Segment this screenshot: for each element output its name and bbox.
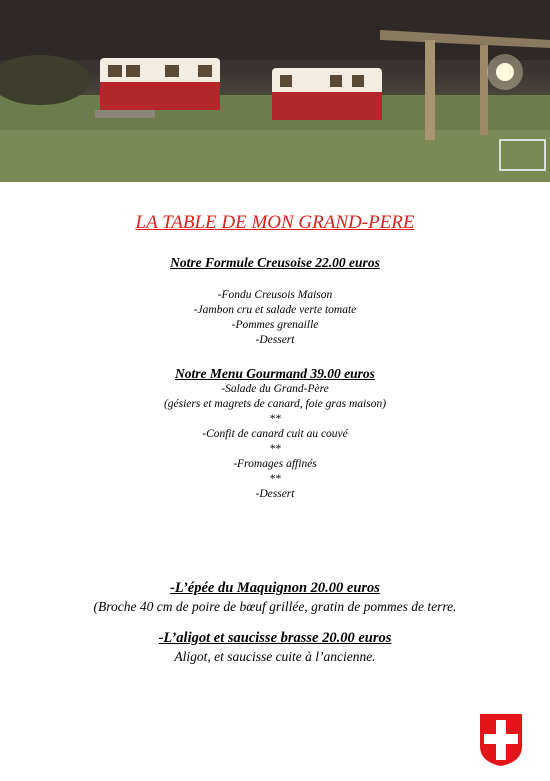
gourmand-item: ** bbox=[269, 473, 281, 485]
aligot-heading: -L’aligot et saucisse brasse 20.00 euros bbox=[158, 630, 392, 646]
gondola-cabins-photo bbox=[0, 0, 550, 182]
formule-item: -Pommes grenaille bbox=[231, 319, 319, 331]
formule-item: -Fondu Creusois Maison bbox=[217, 289, 333, 301]
gourmand-item: -Confit de canard cuit au couvé bbox=[202, 428, 348, 440]
epee-heading: -L’épée du Maquignon 20.00 euros bbox=[170, 580, 380, 596]
gourmand-item: ** bbox=[269, 413, 281, 425]
header-photo bbox=[0, 0, 550, 182]
formule-heading: Notre Formule Creusoise 22.00 euros bbox=[170, 255, 380, 270]
gourmand-heading: Notre Menu Gourmand 39.00 euros bbox=[175, 366, 375, 381]
formule-items bbox=[0, 288, 550, 348]
menu-title: LA TABLE DE MON GRAND-PERE bbox=[135, 212, 415, 233]
gourmand-items bbox=[0, 382, 550, 502]
epee-items bbox=[0, 598, 550, 615]
gourmand-item: -Dessert bbox=[255, 488, 295, 500]
aligot-items bbox=[0, 648, 550, 665]
formule-item: -Dessert bbox=[255, 334, 295, 346]
gourmand-item: -Fromages affinés bbox=[233, 458, 317, 470]
savoie-flag-icon bbox=[478, 712, 524, 768]
gourmand-item: (gésiers et magrets de canard, foie gras maison) bbox=[163, 398, 387, 410]
epee-description: (Broche 40 cm de poire de bœuf grillée, gratin de pommes de terre. bbox=[93, 599, 457, 614]
gourmand-item: -Salade du Grand-Père bbox=[221, 383, 329, 395]
gourmand-item: ** bbox=[269, 443, 281, 455]
formule-item: -Jambon cru et salade verte tomate bbox=[193, 304, 357, 316]
aligot-description: Aligot, et saucisse cuite à l’ancienne. bbox=[174, 649, 376, 664]
